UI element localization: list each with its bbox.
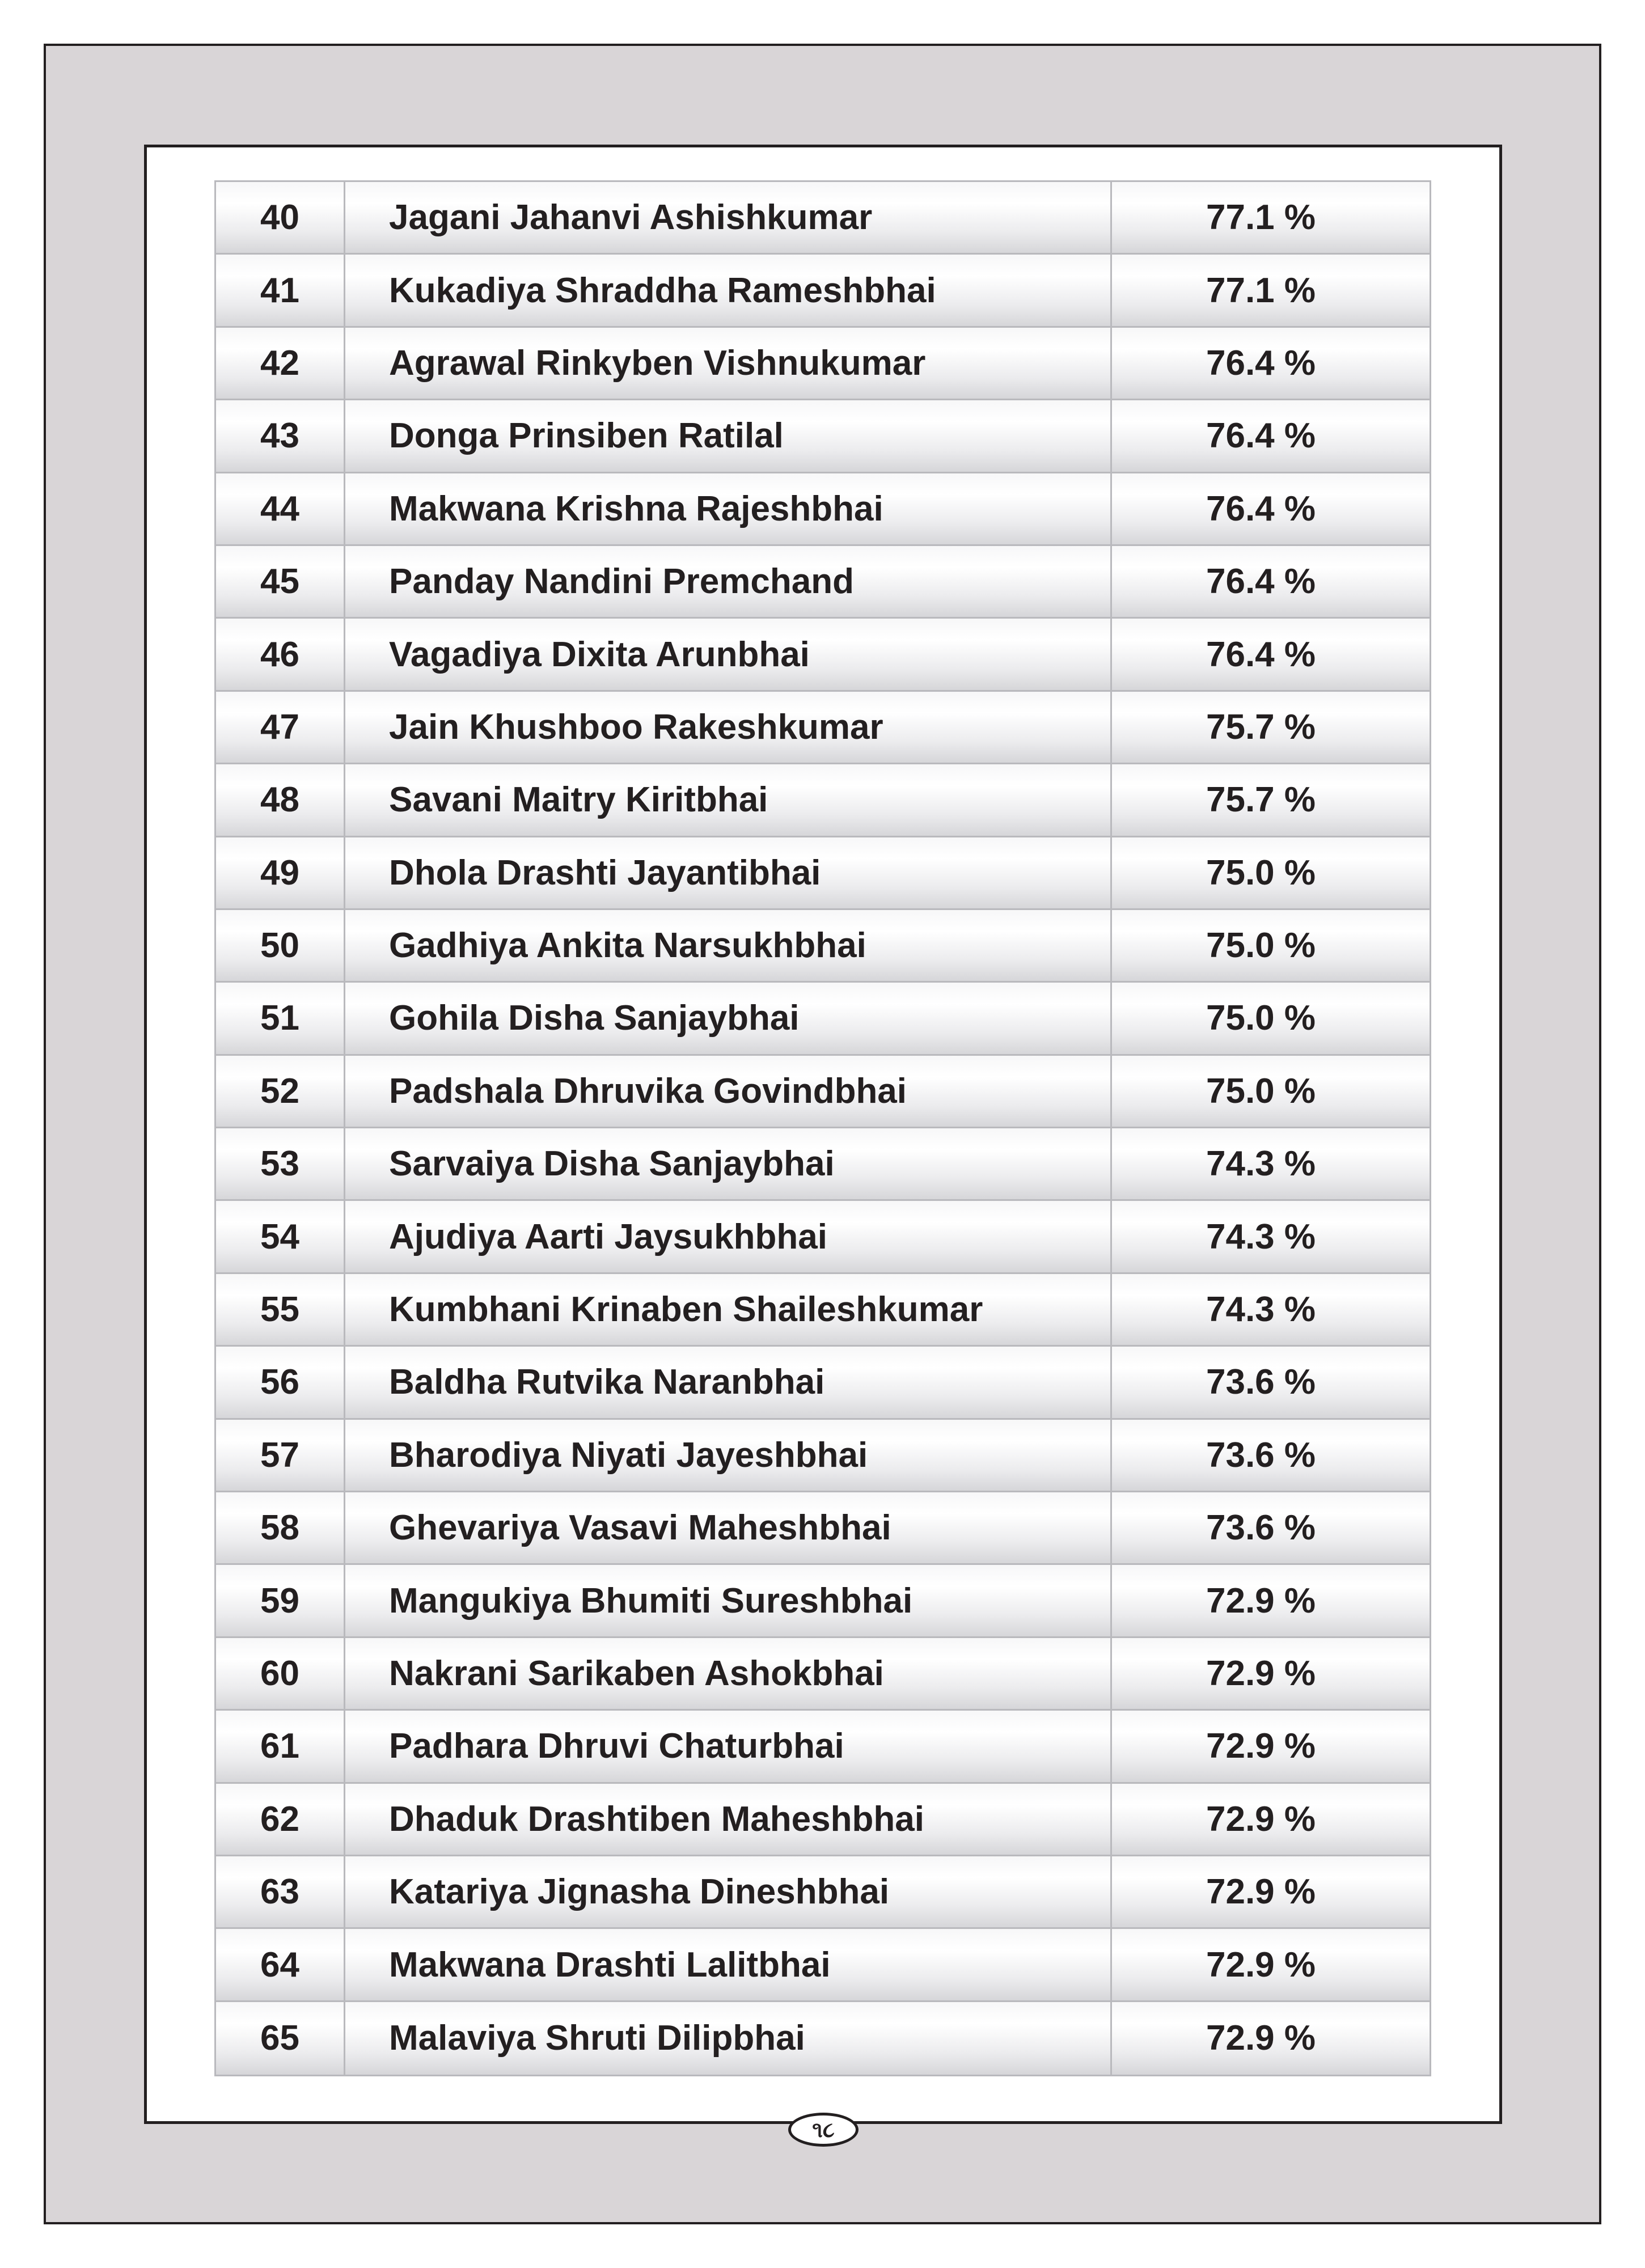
results-table: [214, 180, 1431, 2076]
rank-number: 45: [216, 546, 345, 617]
percentage: 76.4 %: [1206, 562, 1316, 602]
table-row: [216, 1128, 1430, 1201]
rank-number: 57: [216, 1420, 345, 1491]
rank-number: 60: [216, 1638, 345, 1709]
rank-number: 61: [216, 1711, 345, 1782]
rank-number: 44: [216, 473, 345, 544]
student-name: Ghevariya Vasavi Maheshbhai: [345, 1492, 1112, 1563]
student-name: Kumbhani Krinaben Shaileshkumar: [345, 1274, 1112, 1345]
table-row: [216, 764, 1430, 837]
table-row: [216, 255, 1430, 327]
table-row: [216, 837, 1430, 910]
student-name: Baldha Rutvika Naranbhai: [345, 1347, 1112, 1417]
percentage: 76.4 %: [1206, 416, 1316, 456]
rank-number: 48: [216, 764, 345, 835]
table-row: [216, 983, 1430, 1055]
student-name: Malaviya Shruti Dilipbhai: [345, 2002, 1112, 2075]
rank-number: 47: [216, 692, 345, 763]
percentage: 72.9 %: [1206, 1727, 1316, 1766]
student-name: Sarvaiya Disha Sanjaybhai: [345, 1128, 1112, 1199]
student-name: Agrawal Rinkyben Vishnukumar: [345, 328, 1112, 399]
rank-number: 40: [216, 182, 345, 253]
percentage: 75.7 %: [1206, 707, 1316, 747]
student-name: Katariya Jignasha Dineshbhai: [345, 1856, 1112, 1927]
page-number: ૧૮: [788, 2113, 859, 2147]
table-row: [216, 910, 1430, 983]
percentage: 72.9 %: [1206, 2019, 1316, 2058]
percentage: 73.6 %: [1206, 1435, 1316, 1475]
rank-number: 43: [216, 400, 345, 471]
percentage: 72.9 %: [1206, 1945, 1316, 1984]
percentage: 76.4 %: [1206, 634, 1316, 674]
student-name: Savani Maitry Kiritbhai: [345, 764, 1112, 835]
table-row: [216, 619, 1430, 691]
rank-number: 50: [216, 910, 345, 981]
student-name: Padshala Dhruvika Govindbhai: [345, 1056, 1112, 1127]
student-name: Bharodiya Niyati Jayeshbhai: [345, 1420, 1112, 1491]
student-name: Jain Khushboo Rakeshkumar: [345, 692, 1112, 763]
table-row: [216, 1565, 1430, 1637]
percentage: 75.7 %: [1206, 780, 1316, 820]
student-name: Panday Nandini Premchand: [345, 546, 1112, 617]
table-row: [216, 1347, 1430, 1419]
rank-number: 49: [216, 837, 345, 908]
percentage: 72.9 %: [1206, 1654, 1316, 1693]
student-name: Jagani Jahanvi Ashishkumar: [345, 182, 1112, 253]
percentage: 74.3 %: [1206, 1144, 1316, 1184]
student-name: Nakrani Sarikaben Ashokbhai: [345, 1638, 1112, 1709]
percentage: 72.9 %: [1206, 1799, 1316, 1839]
rank-number: 62: [216, 1784, 345, 1855]
rank-number: 59: [216, 1565, 345, 1636]
percentage: 74.3 %: [1206, 1290, 1316, 1330]
student-name: Donga Prinsiben Ratilal: [345, 400, 1112, 471]
student-name: Mangukiya Bhumiti Sureshbhai: [345, 1565, 1112, 1636]
rank-number: 65: [216, 2002, 345, 2075]
student-name: Gadhiya Ankita Narsukhbhai: [345, 910, 1112, 981]
percentage: 72.9 %: [1206, 1872, 1316, 1912]
table-row: [216, 328, 1430, 400]
table-row: [216, 182, 1430, 255]
table-row: [216, 1711, 1430, 1783]
student-name: Kukadiya Shraddha Rameshbhai: [345, 255, 1112, 325]
rank-number: 55: [216, 1274, 345, 1345]
rank-number: 63: [216, 1856, 345, 1927]
percentage: 76.4 %: [1206, 489, 1316, 528]
table-row: [216, 1856, 1430, 1929]
table-row: [216, 2002, 1430, 2075]
student-name: Makwana Krishna Rajeshbhai: [345, 473, 1112, 544]
rank-number: 51: [216, 983, 345, 1053]
percentage: 77.1 %: [1206, 198, 1316, 238]
table-row: [216, 546, 1430, 619]
percentage: 75.0 %: [1206, 926, 1316, 966]
rank-number: 64: [216, 1929, 345, 2000]
table-row: [216, 1274, 1430, 1347]
rank-number: 52: [216, 1056, 345, 1127]
rank-number: 53: [216, 1128, 345, 1199]
percentage: 72.9 %: [1206, 1581, 1316, 1620]
table-row: [216, 400, 1430, 473]
percentage: 77.1 %: [1206, 270, 1316, 310]
percentage: 74.3 %: [1206, 1217, 1316, 1256]
percentage: 76.4 %: [1206, 343, 1316, 383]
percentage: 75.0 %: [1206, 1071, 1316, 1111]
table-row: [216, 692, 1430, 764]
table-row: [216, 1492, 1430, 1565]
student-name: Ajudiya Aarti Jaysukhbhai: [345, 1201, 1112, 1272]
student-name: Gohila Disha Sanjaybhai: [345, 983, 1112, 1053]
percentage: 73.6 %: [1206, 1363, 1316, 1402]
table-row: [216, 1784, 1430, 1856]
student-name: Dhaduk Drashtiben Maheshbhai: [345, 1784, 1112, 1855]
table-row: [216, 1638, 1430, 1711]
rank-number: 46: [216, 619, 345, 689]
student-name: Makwana Drashti Lalitbhai: [345, 1929, 1112, 2000]
rank-number: 54: [216, 1201, 345, 1272]
table-row: [216, 1929, 1430, 2002]
table-row: [216, 1420, 1430, 1492]
rank-number: 56: [216, 1347, 345, 1417]
rank-number: 41: [216, 255, 345, 325]
percentage: 73.6 %: [1206, 1508, 1316, 1548]
student-name: Vagadiya Dixita Arunbhai: [345, 619, 1112, 689]
table-row: [216, 1056, 1430, 1128]
rank-number: 58: [216, 1492, 345, 1563]
student-name: Padhara Dhruvi Chaturbhai: [345, 1711, 1112, 1782]
student-name: Dhola Drashti Jayantibhai: [345, 837, 1112, 908]
table-row: [216, 473, 1430, 546]
percentage: 75.0 %: [1206, 853, 1316, 892]
table-row: [216, 1201, 1430, 1273]
rank-number: 42: [216, 328, 345, 399]
percentage: 75.0 %: [1206, 998, 1316, 1038]
